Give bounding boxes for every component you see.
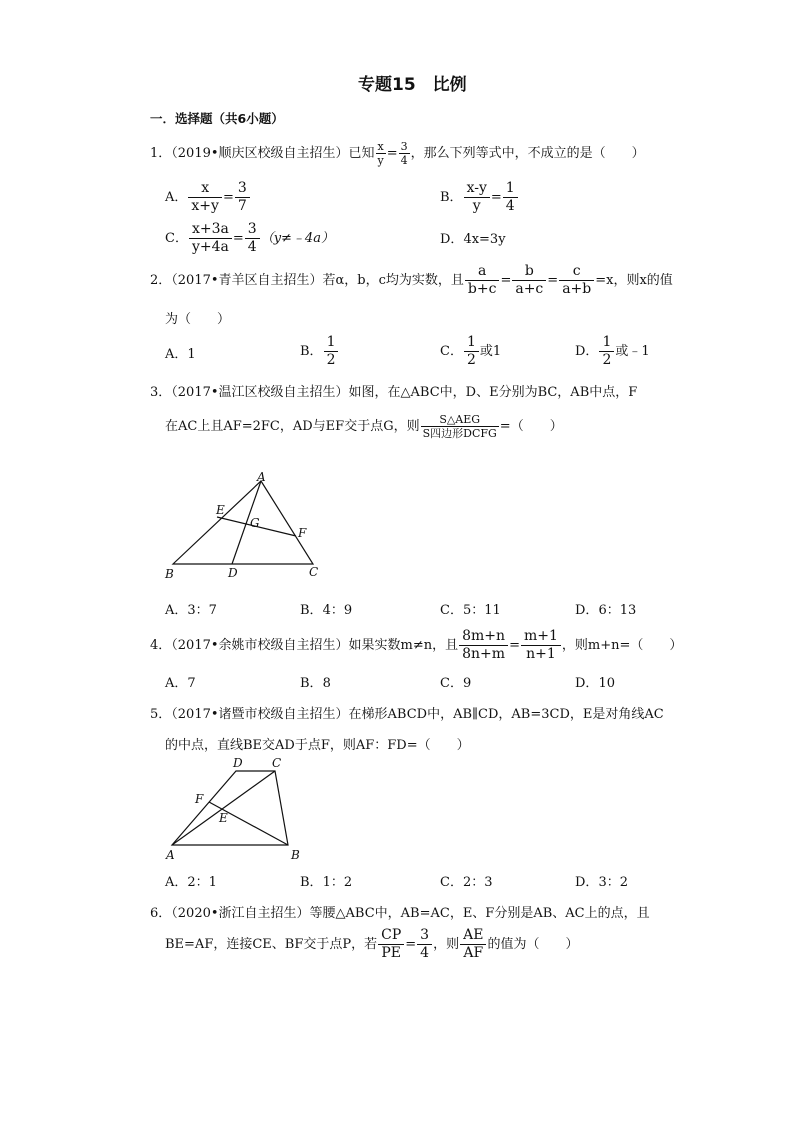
question-1-stem: 1．（2019•顺庆区校级自主招生）已知 $\frac{x}{y}$ = $\frac{3}{4}$ ，那么下列等式中，不成立的是（ ） [150,140,645,168]
question-4-stem: 4．（2017•余姚市校级自主招生）如果实数m≠n，且 $\frac{8m+n}{8n+m}$ = $\frac{m+1}{n+1}$ ，则m+n=（ ） [150,628,683,662]
question-4-option-b[interactable]: B．8 [300,676,331,691]
question-1-option-a[interactable]: A． $\frac{x}{x+y}$ = $\frac{3}{7}$ [165,180,251,215]
label-g: G [250,516,260,530]
label-d: D [233,756,243,770]
label-f: F [195,792,204,806]
question-3-option-a[interactable]: A．3：7 [165,603,217,618]
question-2-stem-line2: 为（ ） [165,312,231,327]
label-c: C [309,565,319,579]
question-5-stem-line2: 的中点，直线BE交AD于点F，则AF：FD=（ ） [165,738,470,753]
question-2-stem: 2．（2017•青羊区自主招生）若α，b，c均为实数，且 $\frac{a}{b+c}$ = $\frac{b}{a+c}$ = $\frac{c}{a+b}$ =x，则x的值 [150,263,673,297]
question-2-option-b[interactable]: B． $\frac{1}{2}$ [300,334,339,369]
question-5-option-a[interactable]: A．2：1 [165,875,217,890]
question-6-stem-line2: BE=AF，连接CE、BF交于点P，若 $\frac{CP}{PE}$ = $\frac{3}{4}$ ，则 $\frac{AE}{AF}$ 的值为（ ） [165,927,579,961]
question-5-stem: 5．（2017•诸暨市校级自主招生）在梯形ABCD中，AB∥CD，AB=3CD，E是对角线AC [150,707,664,722]
question-4-option-d[interactable]: D．10 [575,676,615,691]
section-heading: 一．选择题（共6小题） [150,111,284,126]
question-5-option-d[interactable]: D．3：2 [575,875,628,890]
question-2-option-a[interactable]: A．1 [165,347,196,362]
question-1-option-d[interactable]: D．4x=3y [440,232,506,247]
trapezoid-figure [160,752,310,864]
label-e: E [216,503,225,517]
question-2-option-d[interactable]: D． $\frac{1}{2}$ 或﹣1 [575,334,650,368]
question-5-option-c[interactable]: C．2：3 [440,875,493,890]
label-a: A [257,472,266,484]
question-3-option-b[interactable]: B．4：9 [300,603,353,618]
label-b: B [291,848,300,862]
triangle-abc [173,481,313,564]
area-ratio-fraction: $\frac{\text{S△AEG}}{\text{S四边形DCFG}}$ [422,413,497,441]
label-f: F [298,526,307,540]
label-b: B [165,567,174,581]
question-1-option-c[interactable]: C． $\frac{x+3a}{y+4a}$ = $\frac{3}{4}$ （y≠﹣4a） [165,221,334,255]
diagonal-ac [172,771,275,845]
question-5-option-b[interactable]: B．1：2 [300,875,353,890]
fraction-x-over-y: $\frac{x}{y}$ [377,140,384,168]
question-4-option-a[interactable]: A．7 [165,676,196,691]
label-a: A [166,848,175,862]
question-2-option-c[interactable]: C． $\frac{1}{2}$ 或1 [440,334,502,368]
question-1-option-b[interactable]: B． $\frac{x-y}{y}$ = $\frac{1}{4}$ [440,180,519,215]
question-3-option-c[interactable]: C．5：11 [440,603,501,618]
page-title: 专题15 比例 [358,75,467,95]
question-3-option-d[interactable]: D．6：13 [575,603,637,618]
trapezoid-abcd [172,771,288,845]
question-4-option-c[interactable]: C．9 [440,676,472,691]
question-6-stem: 6．（2020•浙江自主招生）等腰△ABC中，AB=AC，E、F分别是AB、AC上的点，且 [150,906,650,921]
question-3-stem: 3．（2017•温江区校级自主招生）如图，在△ABC中，D、E分别为BC，AB中点，F [150,385,638,400]
label-e: E [219,811,228,825]
triangle-figure [160,472,335,584]
question-3-stem-line2: 在AC上且AF=2FC，AD与EF交于点G，则 $\frac{\text{S△AEG}}{\text{S四边形DCFG}}$ =（ ） [165,413,563,441]
label-d: D [228,566,238,580]
fraction-3-over-4: $\frac{3}{4}$ [400,140,408,168]
label-c: C [272,756,282,770]
